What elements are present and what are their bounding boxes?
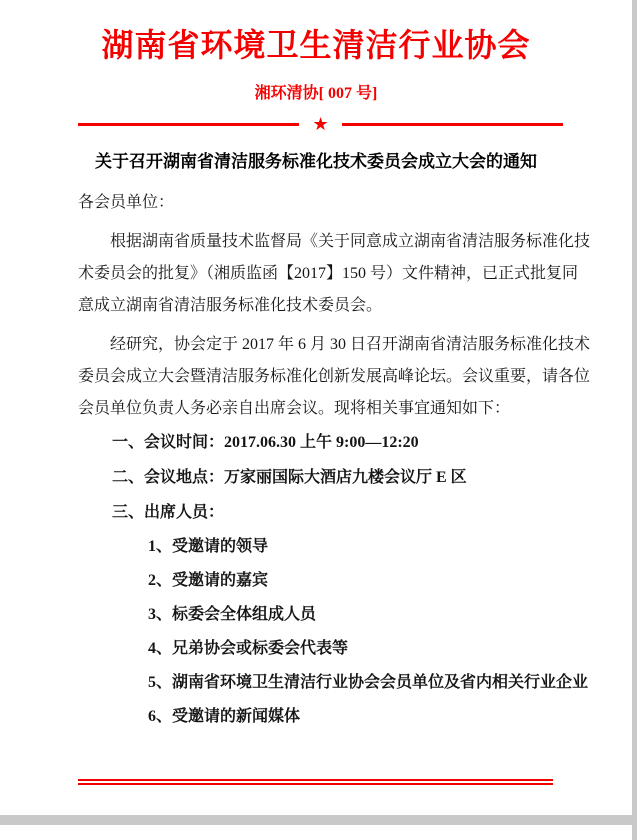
star-icon: ★: [312, 114, 329, 134]
paragraph-line: 意成立湖南省清洁服务标准化技术委员会。: [78, 297, 383, 314]
attendee-item-6: 6、受邀请的新闻媒体: [148, 708, 301, 725]
divider-line-left: [78, 123, 299, 126]
association-name: 湖南省环境卫生清洁行业协会: [101, 27, 531, 63]
attendee-item-4: 4、兄弟协会或标委会代表等: [148, 640, 349, 657]
page-gap: [0, 815, 637, 825]
attendee-list: [78, 530, 589, 734]
agenda-item-location: 二、会议地点：万家丽国际大酒店九楼会议厅 E 区: [112, 469, 467, 486]
attendee-item-1: 1、受邀请的领导: [148, 538, 269, 555]
divider-line-right: [342, 123, 563, 126]
doc-number: 湘环清协[ 007 号]: [254, 85, 378, 102]
paragraph-line: 委员会成立大会暨清洁服务标准化创新发展高峰论坛。会议重要，请各位: [78, 368, 591, 385]
paragraph-line: 术委员会的批复》（湘质监函【2017】150 号）文件精神，已正式批复同: [78, 265, 579, 282]
agenda-list: [78, 425, 560, 530]
notice-body: [78, 186, 591, 734]
paragraph-line: 根据湖南省质量技术监督局《关于同意成立湖南省清洁服务标准化技: [110, 233, 591, 250]
bottom-double-rule: [78, 779, 553, 785]
paragraph-1: [78, 226, 591, 322]
window-background-strip: [632, 0, 637, 840]
star-divider: [78, 114, 563, 134]
agenda-item-time: 一、会议时间：2017.06.30 上午 9:00—12:20: [112, 434, 419, 451]
attendee-item-5: 5、湖南省环境卫生清洁行业协会会员单位及省内相关行业企业: [148, 674, 589, 691]
salutation: 各会员单位：: [78, 194, 175, 211]
attendee-item-2: 2、受邀请的嘉宾: [148, 572, 269, 589]
paragraph-line: 会员单位负责人务必亲自出席会议。现将相关事宜通知如下：: [78, 400, 511, 417]
paragraph-2: [78, 329, 591, 425]
agenda-item-attendees: 三、出席人员：: [112, 504, 225, 521]
notice-title: 关于召开湖南省清洁服务标准化技术委员会成立大会的通知: [95, 152, 537, 171]
attendee-item-3: 3、标委会全体组成人员: [148, 606, 317, 623]
paragraph-line: 经研究，协会定于 2017 年 6 月 30 日召开湖南省清洁服务标准化技术: [110, 336, 591, 353]
